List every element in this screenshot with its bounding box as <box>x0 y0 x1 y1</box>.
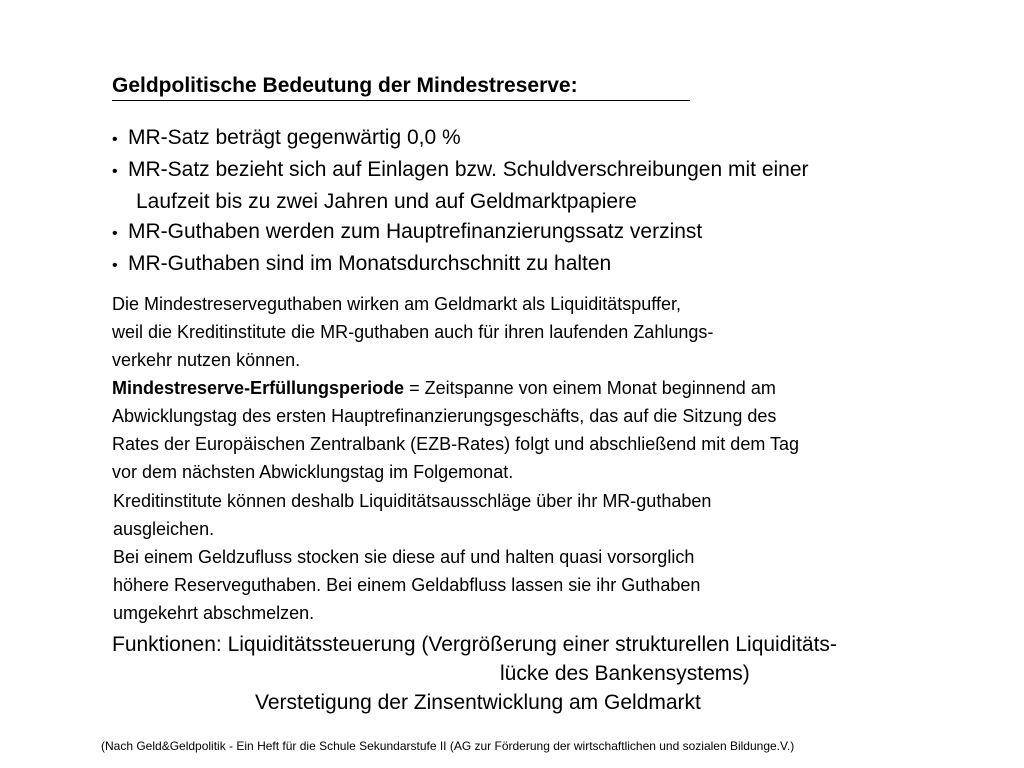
slide-title: Geldpolitische Bedeutung der Mindestreserve: <box>112 72 690 101</box>
functions-line: Funktionen: Liquiditätssteuerung (Vergrößerung einer strukturellen Liquiditäts- <box>112 633 837 656</box>
bullet-text: MR-Satz beträgt gegenwärtig 0,0 % <box>128 126 461 149</box>
bullet-text: MR-Guthaben werden zum Hauptrefinanzierungssatz verzinst <box>128 220 703 243</box>
paragraph-line: Rates der Europäischen Zentralbank (EZB-Rates) folgt und abschließend mit dem Tag <box>112 434 800 454</box>
bullet-dot: • <box>112 163 118 180</box>
paragraph-liquidity-buffer <box>112 290 713 374</box>
paragraph-line: Abwicklungstag des ersten Hauptrefinanzierungsgeschäfts, das auf die Sitzung des <box>112 406 777 426</box>
paragraph-line: ausgleichen. <box>113 519 215 539</box>
functions-line: Verstetigung der Zinsentwicklung am Geldmarkt <box>255 691 701 714</box>
definition-text: = Zeitspanne von einem Monat beginnend am <box>404 378 776 398</box>
paragraph-line: Die Mindestreserveguthaben wirken am Geldmarkt als Liquiditätspuffer, <box>112 294 681 314</box>
bullet-continuation: Laufzeit bis zu zwei Jahren und auf Geldmarktpapiere <box>136 190 637 213</box>
paragraph-line: weil die Kreditinstitute die MR-guthaben auch für ihren laufenden Zahlungs- <box>112 322 714 342</box>
source-footnote: (Nach Geld&Geldpolitik - Ein Heft für die Schule Sekundarstufe II (AG zur Förderung der wirtschaftlichen und sozialen Bildunge.V.) <box>101 739 795 753</box>
paragraph-line <box>112 374 799 402</box>
paragraph-line: vor dem nächsten Abwicklungstag im Folgemonat. <box>112 462 514 482</box>
paragraph-line: Kreditinstitute können deshalb Liquiditätsausschläge über ihr MR-guthaben <box>113 491 712 511</box>
bullet-text: MR-Satz bezieht sich auf Einlagen bzw. Schuldverschreibungen mit einer <box>128 158 809 181</box>
bullet-dot: • <box>112 257 118 274</box>
bullet-dot: • <box>112 131 118 148</box>
bullet-text: MR-Guthaben sind im Monatsdurchschnitt zu halten <box>128 252 612 275</box>
bullet-item <box>112 123 809 155</box>
bullet-dot: • <box>112 225 118 242</box>
paragraph-line: Bei einem Geldzufluss stocken sie diese auf und halten quasi vorsorglich <box>113 547 695 567</box>
paragraph-fulfilment-period <box>112 374 799 486</box>
defined-term: Mindestreserve-Erfüllungsperiode <box>112 378 405 398</box>
bullet-item <box>112 217 809 249</box>
paragraph-liquidity-fluctuations <box>113 487 711 627</box>
bullet-item <box>112 249 809 281</box>
functions-line: lücke des Bankensystems) <box>500 662 750 685</box>
paragraph-line: höhere Reserveguthaben. Bei einem Geldabfluss lassen sie ihr Guthaben <box>113 575 701 595</box>
paragraph-line: umgekehrt abschmelzen. <box>113 603 315 623</box>
bullet-item <box>112 155 809 217</box>
functions-section <box>112 630 837 717</box>
bullet-list <box>112 123 809 281</box>
paragraph-line: verkehr nutzen können. <box>112 350 301 370</box>
